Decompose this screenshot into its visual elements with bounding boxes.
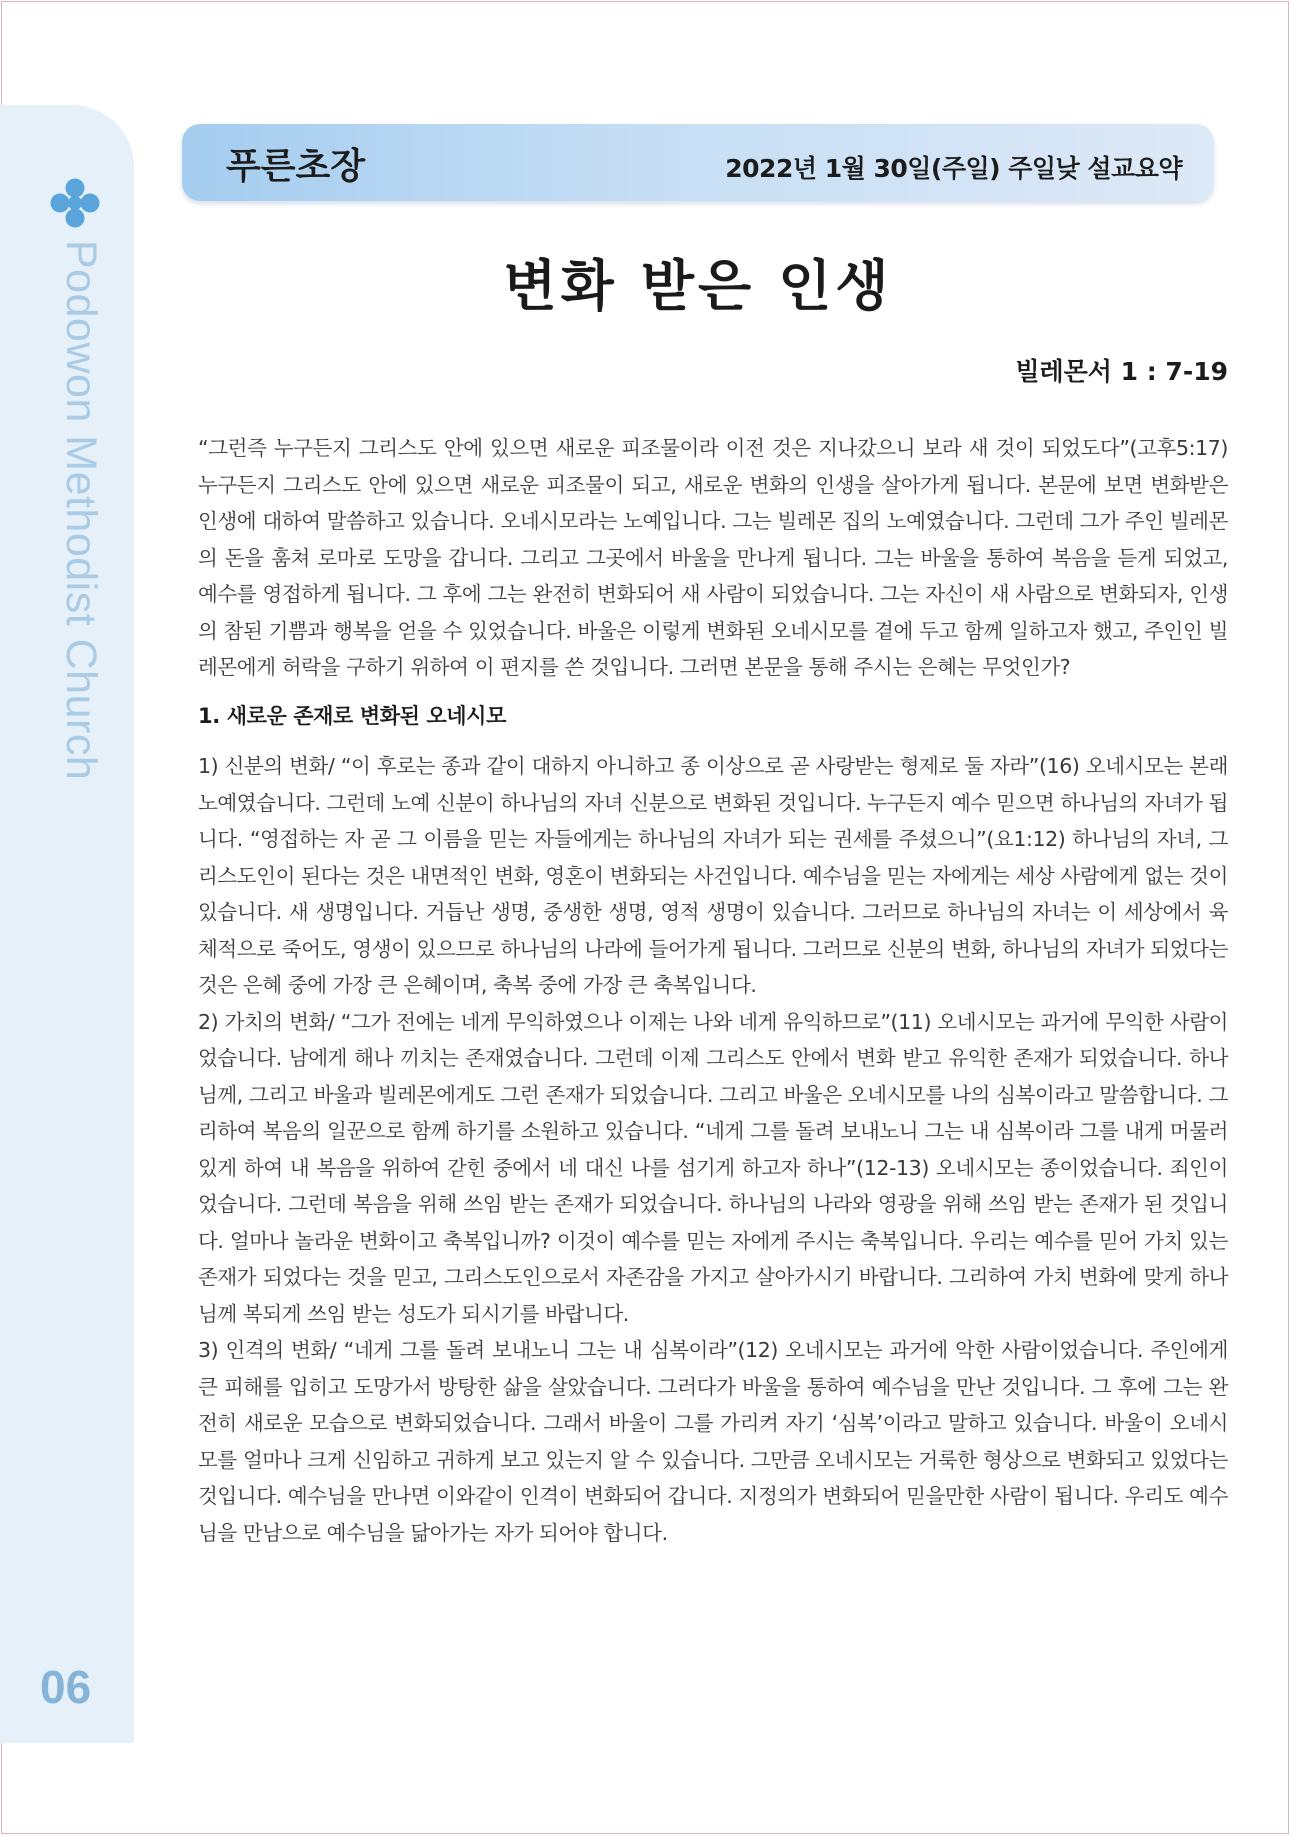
header-bar <box>182 124 1214 201</box>
column-name: 푸른초장 <box>226 146 366 187</box>
section-heading: 1. 새로운 존재로 변화된 오네시모 <box>198 703 506 728</box>
sermon-body <box>198 430 1228 1551</box>
paragraph-value-change: 2) 가치의 변화/ “그가 전에는 네게 무익하였으나 이제는 나와 네게 유익하므로”(11) 오네시모는 과거에 무익한 사람이었습니다. 남에게 해나 끼치는 존재였습니다. 그런데 이제 그리스도 안에서 변화 받고 유익한 존재가 되었습니다. 하나님께, 그리고 바울과 빌레몬에게도 그런 존재가 되었습니다. 그리고 바울은 오네시모를 나의 심복이라고 말씀합니다. 그리하여 복음의 일꾼으로 함께 하기를 소원하고 있습니다. “네게 그를 돌려 보내노니 그는 내 심복이라 그를 내게 머물러 있게 하여 내 복음을 위하여 갇힌 중에서 네 대신 나를 섬기게 하고자 하나”(12-13) 오네시모는 종이었습니다. 죄인이었습니다. 그런데 복음을 위해 쓰임 받는 존재가 되었습니다. 하나님의 나라와 영광을 위해 쓰임 받는 존재가 된 것입니다. 얼마나 놀라운 변화이고 축복입니까? 이것이 예수를 믿는 자에게 주시는 축복입니다. 우리는 예수를 믿어 가치 있는 존재가 되었다는 것을 믿고, 그리스도인으로서 자존감을 가지고 살아가시기 바랍니다. 그리하여 가치 변화에 맞게 하나님께 복되게 쓰임 받는 성도가 되시기를 바랍니다. <box>198 1009 1228 1326</box>
page-title: 변화 받은 인생 <box>503 253 893 318</box>
paragraph-status-change: 1) 신분의 변화/ “이 후로는 종과 같이 대하지 아니하고 종 이상으로 곧 사랑받는 형제로 둘 자라”(16) 오네시모는 본래 노예였습니다. 그런데 노예 신분이 하나님의 자녀 신분으로 변화된 것입니다. 누구든지 예수 믿으면 하나님의 자녀가 됩니다. “영접하는 자 곧 그 이름을 믿는 자들에게는 하나님의 자녀가 되는 권세를 주셨으니”(요1:12) 하나님의 자녀, 그리스도인이 된다는 것은 내면적인 변화, 영혼이 변화되는 사건입니다. 예수님을 믿는 자에게는 세상 사람에게 없는 것이 있습니다. 새 생명입니다. 거듭난 생명, 중생한 생명, 영적 생명이 있습니다. 그러므로 하나님의 자녀는 이 세상에서 육체적으로 죽어도, 영생이 있으므로 하나님의 나라에 들어가게 됩니다. 그러므로 신분의 변화, 하나님의 자녀가 되었다는 것은 은혜 중에 가장 큰 은혜이며, 축복 중에 가장 큰 축복입니다. <box>198 754 1228 997</box>
scripture-reference: 빌레몬서 1 : 7-19 <box>1015 357 1228 386</box>
clover-icon <box>50 178 100 228</box>
church-name: Podowon Methodist Church <box>57 240 105 781</box>
page-number: 06 <box>40 1661 92 1713</box>
paragraph-character-change: 3) 인격의 변화/ “네게 그를 돌려 보내노니 그는 내 심복이라”(12) 오네시모는 과거에 악한 사람이었습니다. 주인에게 큰 피해를 입히고 도망가서 방탕한 삶을 살았습니다. 그러다가 바울을 통하여 예수님을 만난 것입니다. 그 후에 그는 완전히 새로운 모습으로 변화되었습니다. 그래서 바울이 그를 가리켜 자기 ‘심복’이라고 말하고 있습니다. 바울이 오네시모를 얼마나 크게 신임하고 귀하게 보고 있는지 알 수 있습니다. 그만큼 오네시모는 거룩한 형상으로 변화되고 있었다는 것입니다. 예수님을 만나면 이와같이 인격이 변화되어 갑니다. 지정의가 변화되어 믿을만한 사람이 됩니다. 우리도 예수님을 만남으로 예수님을 닮아가는 자가 되어야 합니다. <box>198 1338 1228 1545</box>
intro-paragraph: “그런즉 누구든지 그리스도 안에 있으면 새로운 피조물이라 이전 것은 지나갔으니 보라 새 것이 되었도다”(고후5:17) 누구든지 그리스도 안에 있으면 새로운 피조물이 되고, 새로운 변화의 인생을 살아가게 됩니다. 본문에 보면 변화받은 인생에 대하여 말씀하고 있습니다. 오네시모라는 노예입니다. 그는 빌레몬 집의 노예였습니다. 그런데 그가 주인 빌레몬의 돈을 훔쳐 로마로 도망을 갑니다. 그리고 그곳에서 바울을 만나게 됩니다. 그는 바울을 통하여 복음을 듣게 되었고, 예수를 영접하게 됩니다. 그 후에 그는 완전히 변화되어 새 사람이 되었습니다. 그는 자신이 새 사람으로 변화되자, 인생의 참된 기쁨과 행복을 얻을 수 있었습니다. 바울은 이렇게 변화된 오네시모를 곁에 두고 함께 일하고자 했고, 주인인 빌레몬에게 허락을 구하기 위하여 이 편지를 쓴 것입니다. 그러면 본문을 통해 주시는 은혜는 무엇인가? <box>198 436 1228 679</box>
date-info: 2022년 1월 30일(주일) 주일낮 설교요약 <box>725 154 1182 183</box>
